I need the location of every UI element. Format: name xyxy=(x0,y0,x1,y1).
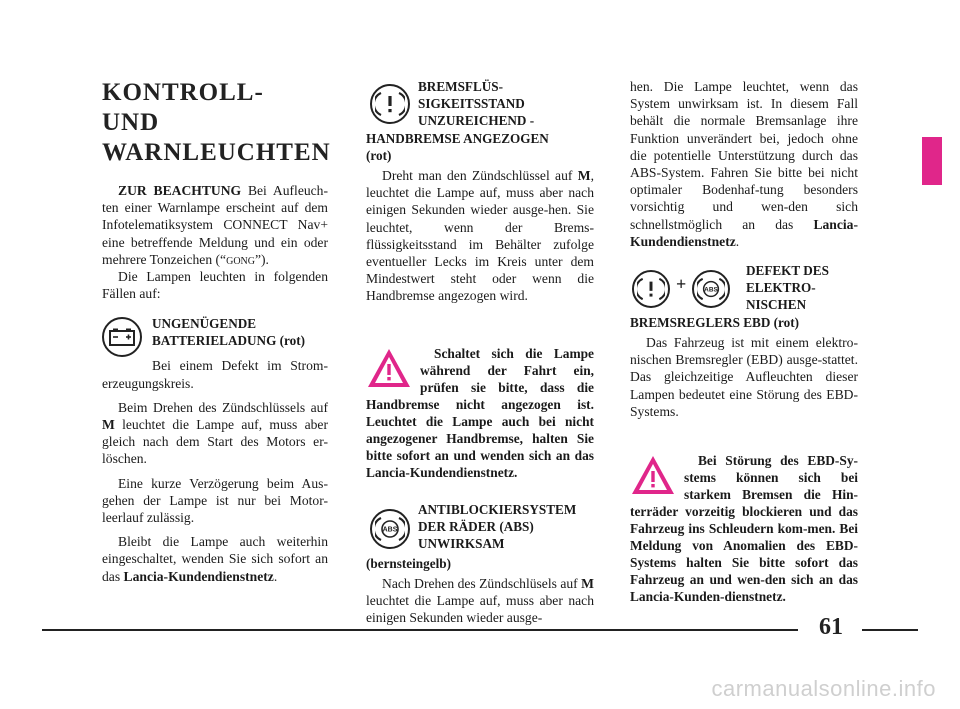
warning-triangle-icon xyxy=(630,454,676,496)
brake-head-line: HANDBREMSE ANGEZOGEN xyxy=(366,131,549,146)
brake-warning-icon xyxy=(632,270,670,308)
abs-section-header: ABS ANTIBLOCKIERSYSTEM DER RÄDER (ABS) UNWIRKSAM xyxy=(366,501,594,555)
column-2: BREMSFLÜS- SIGKEITSSTAND UNZUREICHEND - HANDBREMSE ANGEZOGEN (rot) Dreht man den Zündschlüssel auf M, leuchtet die Lampe auf, muss aber nach einigen Sekunden wieder ausge-hen. Sie leuchtet, wenn der Brems-flüssigkeitsstand im Behälter zufolge eventueller Lecks im Kreis unter dem Mindestwert steht oder wenn die Handbremse angezogen wird. Schaltet sich die Lampe während der Fahrt ein, prüfen sie bitte, dass die Handbremse nicht angezogen ist. Leuchtet die Lampe auch bei nicht angezogener Handbremse, halten Sie bitte sofort an und wenden sich an das Lancia-Kundendienstnetz. ABS ANTIBLOCKIERSYSTEM DER RÄDER (ABS) UNWIRKSAM (bernsteingelb) Nach Drehen des Zündschlüsels auf M leuchtet die Lampe auf, muss aber nach einigen Sekunden wieder ausge- xyxy=(366,79,594,626)
ebd-paragraph: Das Fahrzeug ist mit einem elektro-nischen Bremsregler (EBD) ausge-stattet. Das gleichzeitige Aufleuchten dieser Lampen bedeutet eine Störung des EBD-Systems. xyxy=(630,335,858,419)
abs-icon xyxy=(370,509,410,549)
page-number: 61 xyxy=(819,614,843,640)
ebd-warning-block: Bei Störung des EBD-Sy-stems können sich bei starkem Bremsen die Hin-terräder vorzeitig blockieren und das Fahrzeug ins Schleudern kom-men. Bei Meldung von Anomalien des EBD-Systems halten Sie bitte sofort das Fahrzeug an und wen-den sich an das Lancia-Kunden-dienstnetz. xyxy=(630,453,858,605)
plus-sign: + xyxy=(676,274,687,295)
intro-paragraph: Die Lampen leuchten in folgenden Fällen auf: xyxy=(102,269,328,302)
note-paragraph: ZUR BEACHTUNG Bei Aufleuch-ten einer Warnlampe erscheint auf dem Infotelematiksystem CONNECT Nav+ eine betreffende Meldung und ein oder mehrere Tonzeichen (“gong”). xyxy=(102,183,329,267)
battery-section-header: UNGENÜGENDE BATTERIELADUNG (rot) xyxy=(102,315,328,355)
battery-paragraph-2: Beim Drehen des Zündschlüssels auf M leuchtet die Lampe auf, muss aber gleich nach dem Start des Motors er-löschen. xyxy=(102,399,328,467)
battery-icon xyxy=(102,317,142,357)
battery-paragraph-3: Eine kurze Verzögerung beim Aus-gehen der Lampe ist nur bei Motor-leerlauf zulässig. xyxy=(102,475,328,526)
abs-paragraph: Nach Drehen des Zündschlüsels auf M leuchtet die Lampe auf, muss aber nach einigen Sekunden wieder ausge- xyxy=(366,575,594,626)
svg-text:ABS: ABS xyxy=(382,526,398,534)
battery-paragraph-4: Bleibt die Lampe auch weiterhin eingeschaltet, wenden Sie sich sofort an das Lancia-Kundendienstnetz. xyxy=(102,534,328,584)
footer-rule-left xyxy=(42,629,798,631)
brake-warning-icon xyxy=(370,84,410,124)
svg-text:ABS: ABS xyxy=(704,286,718,294)
ebd-section-header: + ABS DEFEKT DES ELEKTRO- NISCHEN xyxy=(630,262,858,314)
column-1 xyxy=(102,78,331,585)
brake-paragraph: Dreht man den Zündschlüssel auf M, leuchtet die Lampe auf, muss aber nach einigen Sekunden wieder ausge-hen. Sie leuchtet, wenn der Brems-flüssigkeitsstand im Behälter zufolge eventueller Lecks im Kreis unter dem Mindestwert steht oder wenn die Handbremse angezogen wird. xyxy=(366,168,594,304)
brake-warning-block: Schaltet sich die Lampe während der Fahrt ein, prüfen sie bitte, dass die Handbremse nicht angezogen ist. Leuchtet die Lampe auch bei nicht angezogener Handbremse, halten Sie bitte sofort an und wenden sich an das Lancia-Kundendienstnetz. xyxy=(366,345,594,480)
battery-paragraph-1: Bei einem Defekt im Strom-erzeugungskreis. xyxy=(102,358,328,391)
warning-triangle-icon xyxy=(366,347,412,389)
watermark: carmanualsonline.info xyxy=(711,676,936,701)
footer-rule-right xyxy=(862,629,918,631)
abs-icon xyxy=(692,270,730,308)
abs-paragraph-continued: hen. Die Lampe leuchtet, wenn das System unwirksam ist. In diesem Fall behält die normale Bremsanlage ihre Funktion unverändert bei, jedoch ohne die potentielle Unterstützung durch das ABS-System. Fahren Sie bitte bei nicht optimaler Bodenhaf-tung besonders vorsichtig und wen-den sich schnellstmöglich an das Lancia-Kundendienstnetz. xyxy=(630,79,858,249)
section-tab xyxy=(922,137,942,185)
brake-section-header: BREMSFLÜS- SIGKEITSSTAND UNZUREICHEND - xyxy=(366,78,594,130)
column-3: hen. Die Lampe leuchtet, wenn das System unwirksam ist. In diesem Fall behält die normale Bremsanlage ihre Funktion unverändert bei, jedoch ohne die potentielle Unterstützung durch das ABS-System. Fahren Sie bitte bei nicht optimaler Bodenhaf-tung besonders vorsichtig und wen-den sich schnellstmöglich an das Lancia-Kundendienstnetz. + ABS DEFEKT DES ELEKTRO- NISCHEN BREMSREGLERS EBD (rot) Das Fahrzeug ist mit einem elektro-nischen Bremsregler (EBD) ausge-stattet. Das gleichzeitige Aufleuchten dieser Lampen bedeutet eine Störung des EBD-Systems. Bei Störung des EBD-Sy-stems können sich bei starkem Bremsen die Hin-terräder vorzeitig blockieren und das Fahrzeug ins Schleudern kom-men. Bei Meldung von Anomalien des EBD-Systems halten Sie bitte sofort das Fahrzeug an und wen-den sich an das Lancia-Kunden-dienstnetz. xyxy=(630,79,858,605)
page-title: KONTROLL- UND WARNLEUCHTEN xyxy=(102,79,331,166)
